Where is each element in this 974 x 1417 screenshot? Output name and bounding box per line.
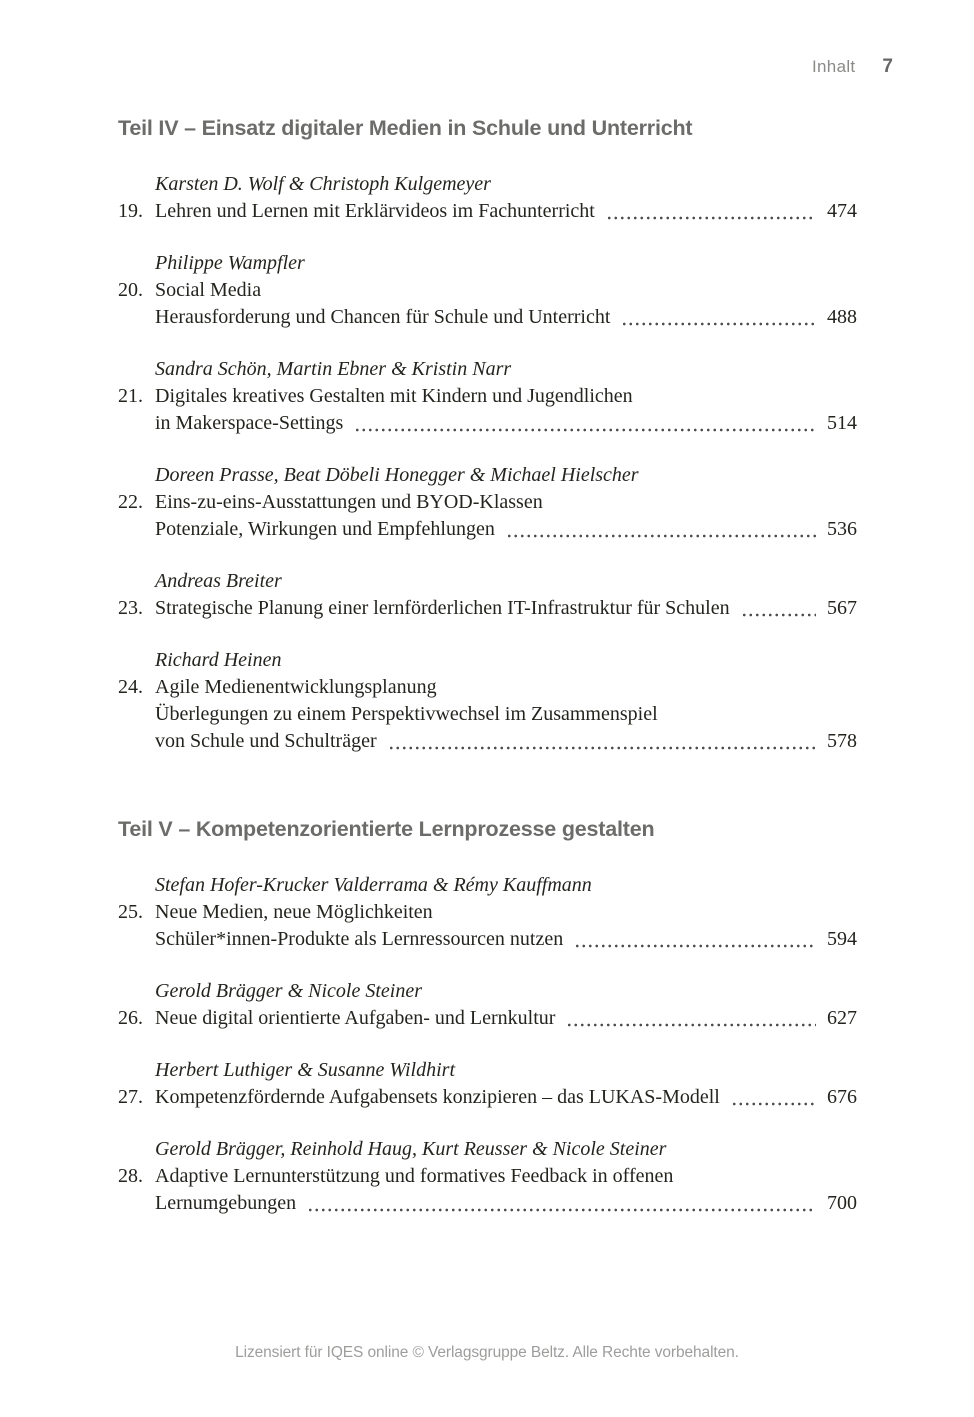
entry-page-number: 578 — [827, 730, 857, 752]
entry-title-line: Strategische Planung einer lernförderlichen IT-Infrastruktur für Schulen — [155, 597, 730, 619]
toc-entry — [118, 171, 857, 225]
dotted-leader — [574, 944, 816, 948]
license-footer: Lizensiert für IQES online © Verlagsgruppe Beltz. Alle Rechte vorbehalten. — [235, 1344, 739, 1361]
entry-page-number: 536 — [827, 518, 857, 540]
entry-title-line: Social Media — [155, 279, 262, 301]
toc-entry — [118, 647, 857, 755]
entry-page-number: 676 — [827, 1086, 857, 1108]
entry-title-last-line — [155, 595, 857, 622]
entry-title-line: Überlegungen zu einem Perspektivwechsel im Zusammenspiel — [155, 703, 658, 725]
entry-title-line: Schüler*innen-Produkte als Lernressourcen nutzen — [155, 928, 564, 950]
dotted-leader — [354, 428, 816, 432]
entry-authors: Herbert Luthiger & Susanne Wildhirt — [155, 1059, 455, 1081]
dotted-leader — [621, 322, 816, 326]
entry-title-last-line — [155, 198, 857, 225]
entry-title-line: in Makerspace-Settings — [155, 412, 344, 434]
dotted-leader — [741, 613, 816, 617]
entry-number: 19. — [118, 200, 143, 222]
entry-title-line: Kompetenzfördernde Aufgabensets konzipieren – das LUKAS-Modell — [155, 1086, 720, 1108]
entry-number: 20. — [118, 279, 143, 301]
toc-body — [118, 116, 857, 1217]
toc-entry — [118, 568, 857, 622]
entry-title-line: Lehren und Lernen mit Erklärvideos im Fachunterricht — [155, 200, 595, 222]
entry-title-line: Neue digital orientierte Aufgaben- und Lernkultur — [155, 1007, 556, 1029]
entry-number: 23. — [118, 597, 143, 619]
entry-number: 24. — [118, 676, 143, 698]
entry-title-last-line — [155, 1190, 857, 1217]
entry-page-number: 594 — [827, 928, 857, 950]
toc-entry — [118, 462, 857, 543]
toc-entry — [118, 978, 857, 1032]
entry-title-line: Adaptive Lernunterstützung und formatives Feedback in offenen — [155, 1165, 674, 1187]
toc-entry — [118, 250, 857, 331]
entry-authors: Gerold Brägger, Reinhold Haug, Kurt Reusser & Nicole Steiner — [155, 1138, 667, 1160]
entry-number: 21. — [118, 385, 143, 407]
entry-page-number: 474 — [827, 200, 857, 222]
entry-page-number: 700 — [827, 1192, 857, 1214]
entry-number: 22. — [118, 491, 143, 513]
page-header — [812, 56, 893, 78]
section-heading: Teil V – Kompetenzorientierte Lernprozesse gestalten — [118, 817, 655, 841]
entry-page-number: 488 — [827, 306, 857, 328]
entry-number: 25. — [118, 901, 143, 923]
toc-entry — [118, 872, 857, 953]
entry-title-line: Neue Medien, neue Möglichkeiten — [155, 901, 433, 923]
entry-number: 28. — [118, 1165, 143, 1187]
dotted-leader — [566, 1023, 816, 1027]
entry-title-line: von Schule und Schulträger — [155, 730, 377, 752]
entry-title-line: Digitales kreatives Gestalten mit Kindern und Jugendlichen — [155, 385, 633, 407]
entry-title-line: Herausforderung und Chancen für Schule und Unterricht — [155, 306, 611, 328]
entry-title-last-line — [155, 1005, 857, 1032]
toc-entry — [118, 356, 857, 437]
entry-number: 26. — [118, 1007, 143, 1029]
dotted-leader — [388, 746, 816, 750]
header-inhalt-label: Inhalt — [812, 57, 856, 76]
entry-title-line: Potenziale, Wirkungen und Empfehlungen — [155, 518, 495, 540]
entry-title-line: Agile Medienentwicklungsplanung — [155, 676, 437, 698]
entry-number: 27. — [118, 1086, 143, 1108]
entry-authors: Karsten D. Wolf & Christoph Kulgemeyer — [155, 173, 491, 195]
entry-title-last-line — [155, 516, 857, 543]
dotted-leader — [606, 216, 816, 220]
dotted-leader — [506, 534, 816, 538]
entry-title-last-line — [155, 728, 857, 755]
entry-authors: Gerold Brägger & Nicole Steiner — [155, 980, 422, 1002]
entry-page-number: 627 — [827, 1007, 857, 1029]
entry-page-number: 567 — [827, 597, 857, 619]
entry-title-last-line — [155, 304, 857, 331]
toc-entry — [118, 1136, 857, 1217]
section-heading: Teil IV – Einsatz digitaler Medien in Schule und Unterricht — [118, 116, 693, 140]
entry-authors: Sandra Schön, Martin Ebner & Kristin Narr — [155, 358, 512, 380]
entry-title-last-line — [155, 926, 857, 953]
entry-authors: Andreas Breiter — [155, 570, 282, 592]
entry-authors: Philippe Wampfler — [155, 252, 305, 274]
entry-authors: Stefan Hofer-Krucker Valderrama & Rémy Kauffmann — [155, 874, 592, 896]
dotted-leader — [731, 1102, 816, 1106]
entry-title-line: Lernumgebungen — [155, 1192, 297, 1214]
toc-entry — [118, 1057, 857, 1111]
entry-authors: Richard Heinen — [155, 649, 282, 671]
entry-authors: Doreen Prasse, Beat Döbeli Honegger & Michael Hielscher — [155, 464, 639, 486]
entry-title-last-line — [155, 1084, 857, 1111]
entry-title-line: Eins-zu-eins-Ausstattungen und BYOD-Klassen — [155, 491, 543, 513]
dotted-leader — [307, 1208, 816, 1212]
header-page-number: 7 — [882, 56, 893, 77]
entry-title-last-line — [155, 410, 857, 437]
entry-page-number: 514 — [827, 412, 857, 434]
